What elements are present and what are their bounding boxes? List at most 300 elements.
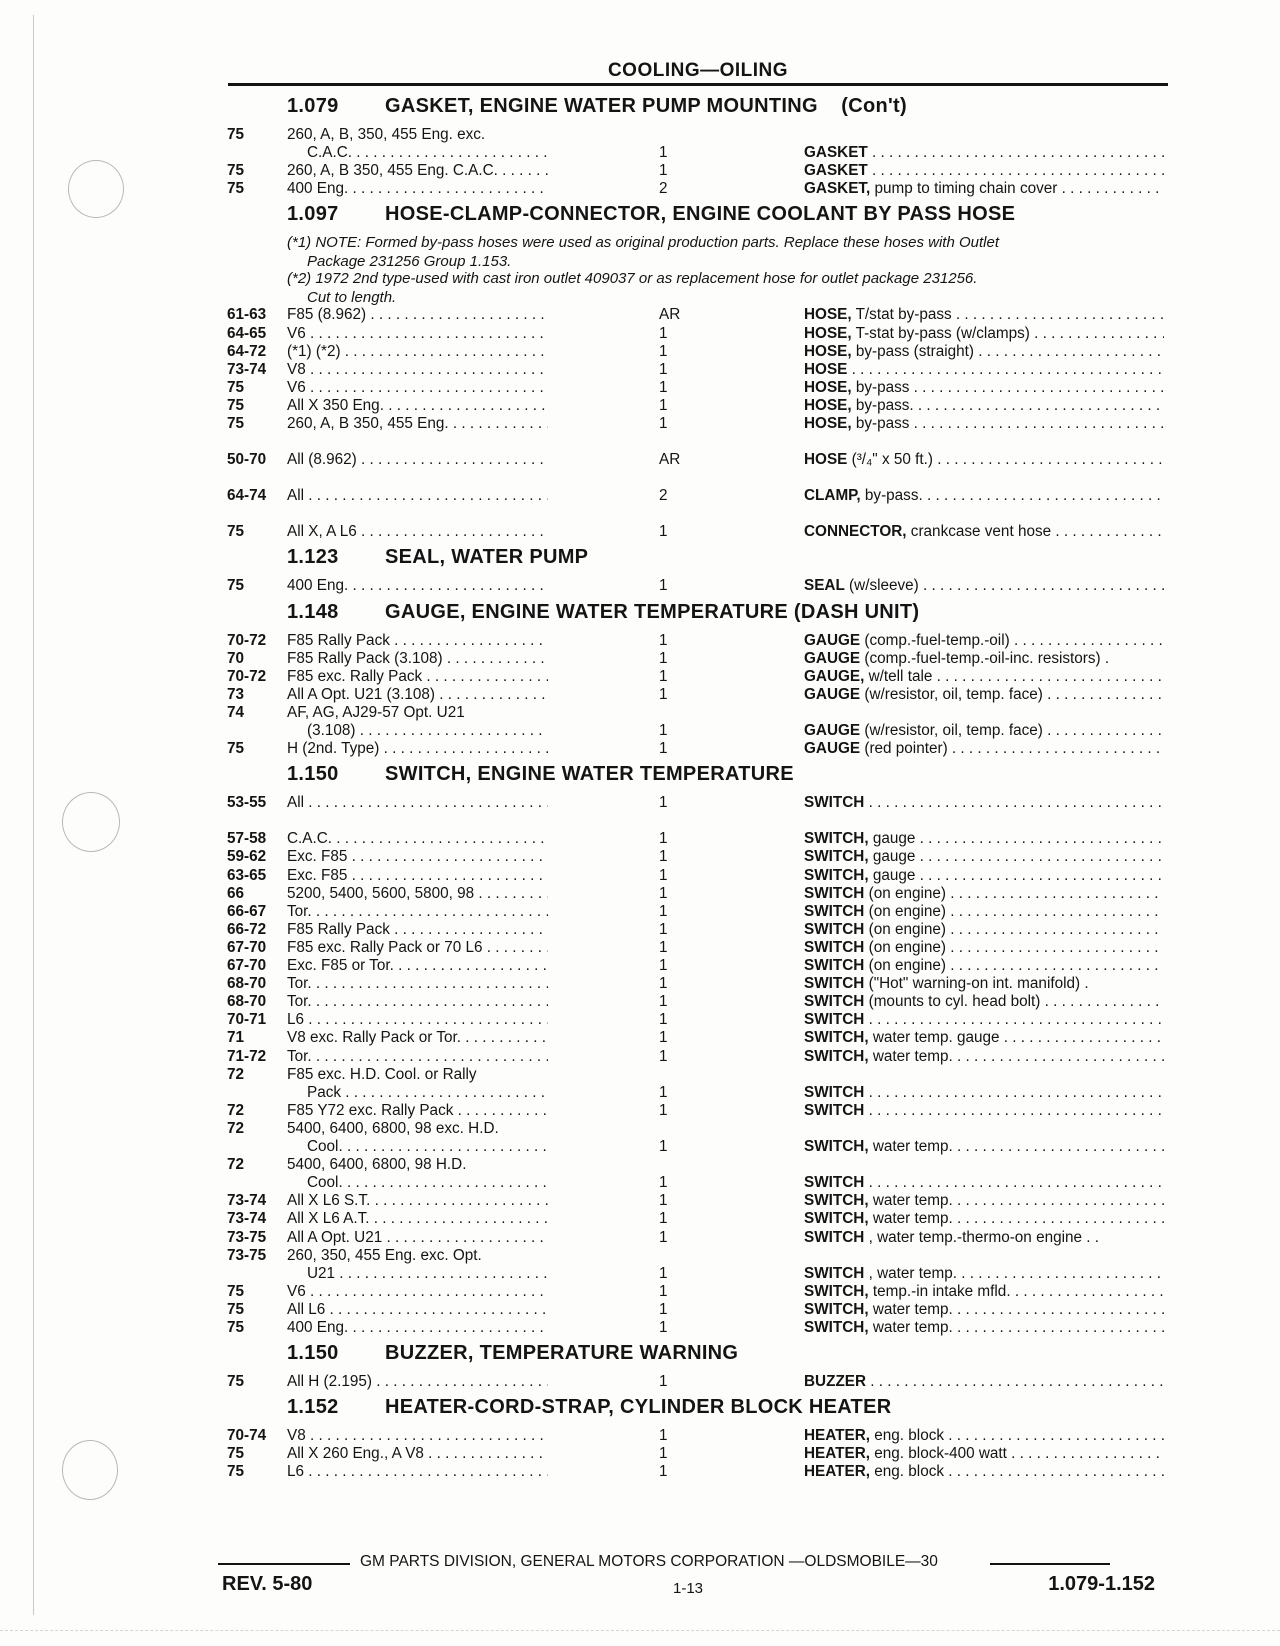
part-description	[804, 938, 1164, 957]
section-title	[287, 203, 1015, 226]
quantity: 1	[659, 685, 668, 703]
quantity: 1	[659, 162, 668, 180]
part-detail: gauge	[868, 848, 916, 866]
quantity: 1	[659, 1264, 668, 1282]
note-line: Cut to length.	[307, 289, 397, 307]
quantity: 1	[659, 1463, 668, 1481]
part-name: SWITCH	[804, 884, 865, 902]
part-description	[804, 739, 1164, 758]
model-years: 73-74	[227, 360, 267, 378]
part-name: HEATER,	[804, 1445, 871, 1463]
quantity: 1	[659, 1083, 668, 1101]
model-years: 75	[227, 1319, 245, 1336]
part-description	[804, 829, 1164, 848]
part-description	[804, 1083, 1164, 1102]
model-years: 73-75	[227, 1228, 267, 1246]
quantity: 1	[659, 577, 668, 595]
model-years: 73-74	[227, 1192, 267, 1210]
margin-line	[33, 15, 34, 1615]
application: 260, A, B, 350, 455 Eng. exc.	[287, 126, 486, 143]
part-detail: by-pass.	[851, 396, 914, 414]
model-years: 70-71	[227, 1011, 267, 1029]
part-description	[804, 576, 1164, 595]
quantity: 1	[659, 1319, 668, 1336]
part-name: SWITCH,	[804, 848, 869, 866]
application: All . . .	[287, 486, 548, 505]
quantity: 1	[659, 993, 668, 1011]
part-name: SWITCH,	[804, 1210, 869, 1228]
quantity: 1	[659, 848, 668, 866]
model-years: 73-74	[227, 1210, 267, 1228]
part-detail: crankcase vent hose	[906, 523, 1052, 541]
application: H (2nd. Type) . . .	[287, 739, 548, 758]
model-years: 75	[227, 180, 245, 198]
part-description	[804, 1318, 1164, 1337]
application: F85 Y72 exc. Rally Pack . . .	[287, 1101, 548, 1120]
application: V6 . . .	[287, 324, 548, 343]
quantity: 1	[659, 144, 668, 162]
quantity: 1	[659, 1210, 668, 1228]
application: 5200, 5400, 5600, 5800, 98 . . .	[287, 884, 548, 903]
part-name: SWITCH,	[804, 1029, 869, 1047]
part-detail: by-pass.	[860, 487, 923, 505]
section-name: HOSE-CLAMP-CONNECTOR, ENGINE COOLANT BY PASS HOSE	[385, 203, 1016, 226]
part-description	[804, 1101, 1164, 1120]
application: F85 Rally Pack . . .	[287, 631, 548, 650]
application: All H (2.195) . . .	[287, 1372, 548, 1391]
application: Tor. . . .	[287, 992, 548, 1011]
section-number: 1.150	[287, 1342, 339, 1365]
application: All X 260 Eng., A V8 . . .	[287, 1444, 548, 1463]
model-years: 72	[227, 1156, 245, 1174]
part-detail: by-pass	[851, 378, 910, 396]
part-description	[804, 1028, 1164, 1047]
section-number: 1.150	[287, 763, 339, 786]
part-detail: pump to timing chain cover	[870, 180, 1058, 198]
quantity: 1	[659, 1029, 668, 1047]
part-name: SWITCH	[804, 902, 865, 920]
part-name: SWITCH	[804, 1174, 865, 1192]
part-name: HOSE,	[804, 306, 852, 324]
part-description	[804, 793, 1164, 812]
model-years: 74	[227, 703, 245, 721]
part-detail: by-pass (straight)	[851, 342, 975, 360]
part-name: SWITCH	[804, 975, 865, 993]
part-name: HOSE,	[804, 415, 852, 432]
quantity: 1	[659, 938, 668, 956]
part-detail: (on engine)	[864, 938, 946, 956]
part-description	[804, 360, 1164, 379]
quantity: 1	[659, 1138, 668, 1155]
part-name: HEATER,	[804, 1463, 871, 1481]
part-detail: (on engine)	[864, 884, 946, 902]
section-number: 1.148	[287, 600, 339, 623]
section-name: SEAL, WATER PUMP	[385, 546, 589, 569]
part-name: SWITCH	[804, 1083, 865, 1101]
part-description	[804, 685, 1164, 704]
model-years: 75	[227, 396, 245, 414]
part-detail: water temp.	[868, 1319, 953, 1336]
part-name: SWITCH	[804, 1101, 865, 1119]
model-years: 66	[227, 884, 245, 902]
part-description	[804, 956, 1164, 975]
application: F85 Rally Pack . . .	[287, 920, 548, 939]
part-name: HOSE,	[804, 324, 852, 342]
part-detail: , water temp.	[864, 1264, 958, 1282]
section-number: 1.152	[287, 1396, 339, 1419]
application: All X L6 S.T. . . .	[287, 1191, 548, 1210]
part-description	[804, 1426, 1164, 1445]
application: C.A.C. . . .	[287, 143, 548, 162]
part-name: HOSE,	[804, 378, 852, 396]
part-name: SWITCH	[804, 1011, 865, 1029]
model-years: 68-70	[227, 993, 267, 1011]
part-detail: (on engine)	[864, 957, 946, 974]
quantity: 1	[659, 1282, 668, 1300]
quantity: 1	[659, 667, 668, 685]
page-header-title: COOLING—OILING	[607, 60, 789, 81]
part-description	[804, 522, 1164, 541]
part-description	[804, 1300, 1164, 1319]
part-description	[804, 847, 1164, 866]
application: All A Opt. U21 (3.108) . . .	[287, 685, 548, 704]
quantity: 1	[659, 396, 668, 414]
model-years: 70-74	[227, 1427, 267, 1445]
section-title	[287, 601, 919, 624]
part-name: GASKET,	[804, 180, 871, 198]
part-name: GAUGE	[804, 631, 861, 649]
part-detail: (w/resistor, oil, temp. face)	[860, 685, 1043, 703]
application: Exc. F85 . . .	[287, 847, 548, 866]
quantity: 1	[659, 324, 668, 342]
part-detail: water temp.	[868, 1047, 953, 1065]
section-number: 1.123	[287, 546, 339, 569]
section-note	[287, 233, 1167, 271]
quantity: 1	[659, 378, 668, 396]
quantity: 1	[659, 794, 668, 812]
application: Exc. F85 or Tor. . . .	[287, 956, 548, 975]
punch-hole	[62, 1440, 118, 1500]
part-name: SWITCH,	[804, 1047, 869, 1065]
note-line: Package 231256 Group 1.153.	[307, 253, 512, 271]
application: 260, A, B 350, 455 Eng. . . .	[287, 414, 548, 433]
part-description	[804, 161, 1164, 180]
application: L6 . . .	[287, 1462, 548, 1481]
part-description	[804, 179, 1164, 198]
part-description	[804, 631, 1164, 650]
part-detail: eng. block	[870, 1427, 944, 1445]
note-line: (*1) NOTE: Formed by-pass hoses were used as original production parts. Replace these hoses with Outlet	[287, 234, 1000, 252]
header-rule	[228, 83, 1168, 86]
footer-group-range: 1.079-1.152	[1048, 1573, 1155, 1595]
part-description	[804, 450, 1164, 469]
model-years: 75	[227, 415, 245, 432]
application: All X, A L6 . . .	[287, 522, 548, 541]
application: AF, AG, AJ29-57 Opt. U21	[287, 703, 465, 721]
model-years: 75	[227, 740, 245, 758]
part-name: SWITCH,	[804, 1192, 869, 1210]
punch-hole	[62, 792, 120, 852]
quantity: 1	[659, 920, 668, 938]
quantity: 1	[659, 866, 668, 884]
application: C.A.C. . . .	[287, 829, 548, 848]
quantity: 1	[659, 740, 668, 758]
part-description	[804, 667, 1164, 686]
model-years: 75	[227, 378, 245, 396]
application: F85 (8.962) . . .	[287, 305, 548, 324]
part-name: SWITCH	[804, 938, 865, 956]
footer-rule-right	[990, 1563, 1110, 1565]
model-years: 75	[227, 1300, 245, 1318]
application: All A Opt. U21 . . .	[287, 1228, 548, 1247]
quantity: 1	[659, 1101, 668, 1119]
part-name: SWITCH,	[804, 866, 869, 884]
model-years: 64-74	[227, 487, 267, 505]
model-years: 61-63	[227, 306, 267, 324]
application: Pack . . .	[287, 1083, 548, 1102]
application: 400 Eng. . . .	[287, 179, 548, 198]
application: All (8.962) . . .	[287, 450, 548, 469]
quantity: 1	[659, 1228, 668, 1246]
part-description	[804, 305, 1164, 324]
quantity: 1	[659, 649, 668, 667]
section-name: SWITCH, ENGINE WATER TEMPERATURE	[385, 763, 794, 786]
part-name: CONNECTOR,	[804, 523, 907, 541]
application: 5400, 6400, 6800, 98 exc. H.D.	[287, 1119, 499, 1137]
model-years: 64-65	[227, 324, 267, 342]
section-note	[287, 269, 1167, 307]
quantity: 1	[659, 902, 668, 920]
note-line: (*2) 1972 2nd type-used with cast iron outlet 409037 or as replacement hose for outlet package 231256.	[287, 270, 978, 288]
part-name: SWITCH,	[804, 1282, 869, 1300]
part-description	[804, 1444, 1164, 1463]
part-description	[804, 324, 1164, 343]
model-years: 63-65	[227, 866, 267, 884]
model-years: 75	[227, 523, 245, 541]
quantity: 1	[659, 1427, 668, 1445]
application: F85 exc. Rally Pack or 70 L6 . . .	[287, 938, 548, 957]
application: Tor. . . .	[287, 974, 548, 993]
part-description	[804, 1282, 1164, 1301]
application: V8 . . .	[287, 360, 548, 379]
application: All X L6 A.T. . . .	[287, 1209, 548, 1228]
model-years: 71-72	[227, 1047, 267, 1065]
part-name: SWITCH	[804, 920, 865, 938]
part-detail: (w/resistor, oil, temp. face)	[860, 722, 1043, 739]
footer-rule-left	[218, 1563, 350, 1565]
part-name: GAUGE,	[804, 667, 865, 685]
model-years: 67-70	[227, 957, 267, 974]
part-description	[804, 1010, 1164, 1029]
part-name: HOSE,	[804, 342, 852, 360]
application: 260, 350, 455 Eng. exc. Opt.	[287, 1246, 482, 1264]
part-description	[804, 920, 1164, 939]
quantity: AR	[659, 306, 681, 324]
part-detail: water temp.	[868, 1192, 953, 1210]
application: All L6 . . .	[287, 1300, 548, 1319]
application: (3.108) . . .	[287, 721, 548, 740]
section-number: 1.097	[287, 203, 339, 226]
application: 260, A, B 350, 455 Eng. C.A.C. . . .	[287, 161, 548, 180]
model-years: 75	[227, 1445, 245, 1463]
model-years: 57-58	[227, 830, 267, 848]
part-description	[804, 1191, 1164, 1210]
quantity: 1	[659, 1011, 668, 1029]
part-detail: water temp. gauge	[868, 1029, 1000, 1047]
quantity: 1	[659, 631, 668, 649]
part-detail: (mounts to cyl. head bolt)	[864, 993, 1041, 1011]
part-description	[804, 414, 1164, 433]
part-description	[804, 1462, 1164, 1481]
quantity: 1	[659, 1047, 668, 1065]
quantity: 1	[659, 830, 668, 848]
quantity: 1	[659, 884, 668, 902]
part-description	[804, 486, 1164, 505]
section-name: HEATER-CORD-STRAP, CYLINDER BLOCK HEATER	[385, 1396, 892, 1419]
model-years: 53-55	[227, 794, 267, 812]
part-name: SWITCH	[804, 957, 865, 974]
section-name: GAUGE, ENGINE WATER TEMPERATURE (DASH UNIT)	[385, 600, 920, 623]
part-detail: (on engine)	[864, 902, 946, 920]
application: V8 . . .	[287, 1426, 548, 1445]
part-detail: eng. block	[870, 1463, 944, 1481]
part-detail: w/tell tale	[864, 667, 933, 685]
quantity: 1	[659, 957, 668, 974]
part-description	[804, 1372, 1164, 1391]
application: V8 exc. Rally Pack or Tor. . . .	[287, 1028, 548, 1047]
punch-hole	[68, 160, 124, 218]
scan-edge	[0, 1630, 1280, 1631]
part-description	[804, 1137, 1164, 1156]
part-detail: ("Hot" warning-on int. manifold) .	[864, 975, 1089, 993]
part-description	[804, 1228, 1164, 1247]
part-name: HEATER,	[804, 1427, 871, 1445]
part-name: SWITCH,	[804, 1138, 869, 1155]
quantity: 2	[659, 487, 668, 505]
quantity: 1	[659, 415, 668, 432]
model-years: 72	[227, 1119, 245, 1137]
quantity: 1	[659, 1174, 668, 1192]
footer-corporation: GM PARTS DIVISION, GENERAL MOTORS CORPORATION —OLDSMOBILE—30	[360, 1553, 938, 1570]
part-description	[804, 884, 1164, 903]
application: 400 Eng. . . .	[287, 576, 548, 595]
part-description	[804, 721, 1164, 740]
model-years: 50-70	[227, 451, 267, 469]
section-title	[287, 763, 794, 786]
part-name: HOSE,	[804, 396, 852, 414]
section-name: BUZZER, TEMPERATURE WARNING	[385, 1342, 739, 1365]
part-detail: T/stat by-pass	[851, 306, 952, 324]
section-title	[287, 1396, 891, 1419]
part-detail: water temp.	[868, 1210, 953, 1228]
section-title	[287, 1342, 738, 1365]
quantity: 1	[659, 975, 668, 993]
model-years: 75	[227, 162, 245, 180]
part-detail: water temp.	[868, 1138, 953, 1155]
quantity: 1	[659, 360, 668, 378]
part-name: GASKET	[804, 162, 868, 180]
application: F85 exc. Rally Pack . . .	[287, 667, 548, 686]
model-years: 73-75	[227, 1246, 267, 1264]
part-description	[804, 1264, 1164, 1283]
part-description	[804, 866, 1164, 885]
model-years: 66-72	[227, 920, 267, 938]
model-years: 68-70	[227, 975, 267, 993]
part-description	[804, 378, 1164, 397]
application: Cool. . . .	[287, 1173, 548, 1192]
part-description	[804, 1209, 1164, 1228]
model-years: 70-72	[227, 631, 267, 649]
section-suffix: (Con't)	[841, 95, 907, 117]
application: Tor. . . .	[287, 902, 548, 921]
application: All X 350 Eng. . . .	[287, 396, 548, 415]
part-name: BUZZER	[804, 1373, 867, 1391]
application: Cool. . . .	[287, 1137, 548, 1156]
model-years: 66-67	[227, 902, 267, 920]
part-detail: (red pointer)	[860, 740, 948, 758]
part-detail: (on engine)	[864, 920, 946, 938]
part-name: SWITCH,	[804, 1300, 869, 1318]
part-name: SWITCH,	[804, 830, 869, 848]
model-years: 59-62	[227, 848, 267, 866]
section-title	[287, 546, 588, 569]
part-name: GASKET	[804, 144, 868, 162]
quantity: 1	[659, 1373, 668, 1391]
part-name: GAUGE	[804, 685, 861, 703]
application: 5400, 6400, 6800, 98 H.D.	[287, 1156, 467, 1174]
model-years: 75	[227, 577, 245, 595]
part-name: GAUGE	[804, 740, 861, 758]
application: Tor. . . .	[287, 1047, 548, 1066]
quantity: 1	[659, 523, 668, 541]
model-years: 73	[227, 685, 245, 703]
part-name: SWITCH	[804, 993, 865, 1011]
application: F85 exc. H.D. Cool. or Rally	[287, 1065, 477, 1083]
part-detail: by-pass	[851, 415, 910, 432]
part-description	[804, 1047, 1164, 1066]
part-detail: , water temp.-thermo-on engine . .	[864, 1228, 1100, 1246]
model-years: 75	[227, 126, 245, 143]
part-detail: gauge	[868, 866, 916, 884]
part-detail: water temp.	[868, 1300, 953, 1318]
part-detail: (comp.-fuel-temp.-oil)	[860, 631, 1010, 649]
part-name: SWITCH	[804, 794, 865, 812]
model-years: 64-72	[227, 342, 267, 360]
model-years: 75	[227, 1373, 245, 1391]
quantity: 1	[659, 722, 668, 739]
model-years: 71	[227, 1029, 245, 1047]
part-name: HOSE	[804, 451, 848, 469]
application: F85 Rally Pack (3.108) . . .	[287, 649, 548, 668]
part-detail: (³/₄" x 50 ft.)	[847, 451, 933, 469]
part-description	[804, 902, 1164, 921]
part-detail: (comp.-fuel-temp.-oil-inc. resistors) .	[860, 649, 1110, 667]
quantity: 1	[659, 1445, 668, 1463]
part-name: GAUGE	[804, 722, 861, 739]
part-name: SWITCH	[804, 1228, 865, 1246]
footer-page-number: 1-13	[673, 1580, 704, 1597]
section-title	[287, 95, 907, 118]
quantity: 1	[659, 1300, 668, 1318]
model-years: 75	[227, 1463, 245, 1481]
quantity: AR	[659, 451, 681, 469]
part-detail: T-stat by-pass (w/clamps)	[851, 324, 1030, 342]
part-name: SEAL	[804, 577, 845, 595]
part-name: SWITCH,	[804, 1319, 869, 1336]
application: All . . .	[287, 793, 548, 812]
application: V6 . . .	[287, 378, 548, 397]
model-years: 75	[227, 1282, 245, 1300]
